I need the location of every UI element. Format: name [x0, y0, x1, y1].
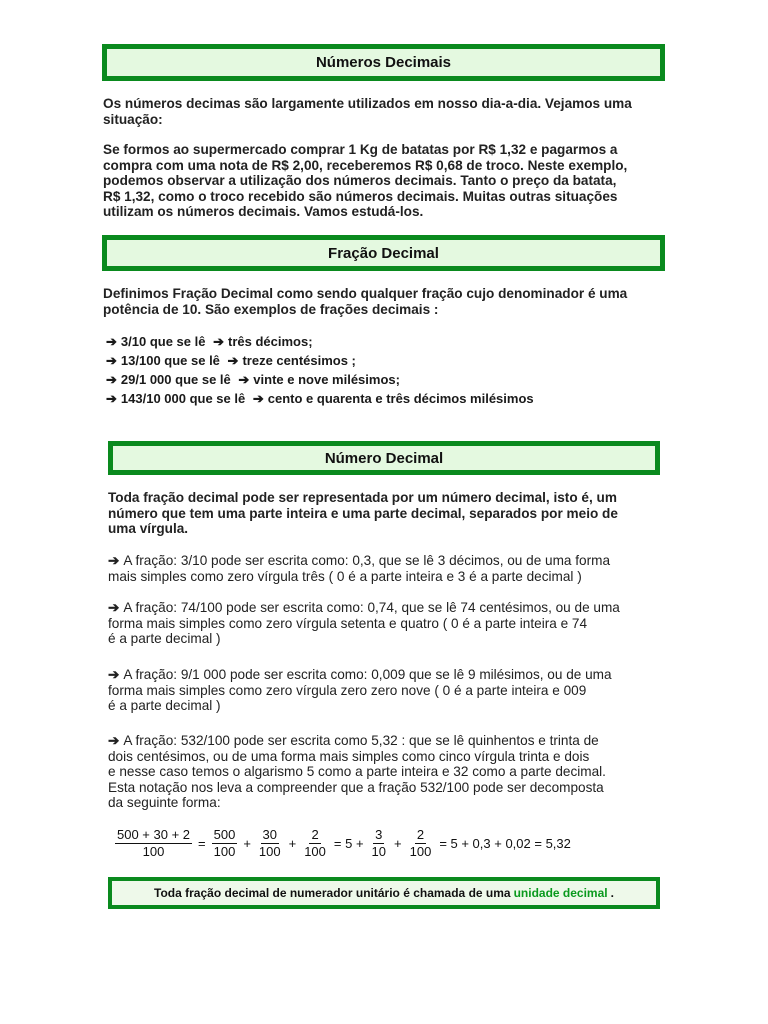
fraction: $\frac{500}{100}$	[213, 826, 236, 859]
example-3-10: ➔ A fração: 3/10 pode ser escrita como: 0,3, que se lê 3 décimos, ou de uma forma mais simples como zero vírgula três ( 0 é a parte inteira e 3 é a parte decimal )	[108, 553, 611, 584]
intro-paragraph: Os números decimas são largamente utilizados em nosso dia-a-dia. Vejamos uma situação:	[103, 96, 632, 127]
supermarket-example: Se formos ao supermercado comprar 1 Kg de batatas por R$ 1,32 e pagarmos a compra com uma nota de R$ 2,00, receberemos R$ 0,68 de troco. Neste exemplo, podemos observar a utilização dos números decimais. Tanto o preço da batata, R$ 1,32, como o troco recebido são números decimais. Muitas outras situações utilizam os números decimais. Vamos estudá-los.	[103, 142, 628, 219]
example-74-100: ➔ A fração: 74/100 pode ser escrita como: 0,74, que se lê 74 centésimos, ou de uma forma mais simples como zero vírgula setenta e quatro ( 0 é a parte inteira e 74 é a parte decimal )	[108, 600, 620, 646]
unit-decimal-note: Toda fração decimal de numerador unitário é chamada de uma unidade decimal .	[108, 877, 660, 909]
example-9-1000: ➔ A fração: 9/1 000 pode ser escrita como: 0,009 que se lê 9 milésimos, ou de uma forma mais simples como zero vírgula zero zero nove ( 0 é a parte inteira e 009 é a parte decimal )	[108, 667, 612, 713]
list-item: ➔ 143/10 000 que se lê ➔ cento e quarenta e três décimos milésimos	[106, 391, 534, 406]
fraction: $\frac{2}{100}$	[304, 826, 326, 859]
numero-decimal-intro: Toda fração decimal pode ser representada por um número decimal, isto é, um número que tem uma parte inteira e uma parte decimal, separados por meio de uma vírgula.	[108, 490, 618, 536]
header-numeros-decimais	[102, 44, 665, 81]
header-fracao-decimal	[102, 235, 665, 271]
decomposition-formula: $\frac{500 + 30 + 2}{100}$ = $\frac{500}{100}$ + $\frac{30}{100}$ + $\frac{2}{100}$ = 5 + $\frac{3}{10}$ + $\frac{2}{100}$ = 5 + 0,3 + 0,02 = 5,32	[117, 826, 571, 859]
arrow-icon: ➔	[108, 667, 120, 682]
fraction: $\frac{500 + 30 + 2}{100}$	[117, 826, 191, 859]
list-item: ➔ 29/1 000 que se lê ➔ vinte e nove milésimos;	[106, 372, 400, 387]
arrow-icon: ➔	[227, 353, 239, 368]
section-title: Número Decimal	[112, 445, 656, 471]
header-numero-decimal	[108, 441, 660, 475]
arrow-icon: ➔	[108, 600, 120, 615]
arrow-icon: ➔	[106, 353, 117, 368]
arrow-icon: ➔	[106, 372, 117, 387]
section-title: Fração Decimal	[106, 239, 661, 267]
section-title: Números Decimais	[106, 48, 661, 77]
fraction: $\frac{3}{10}$	[371, 826, 387, 859]
fraction: $\frac{2}{100}$	[409, 826, 432, 859]
arrow-icon: ➔	[238, 372, 250, 387]
arrow-icon: ➔	[106, 391, 117, 406]
example-532-100: ➔ A fração: 532/100 pode ser escrita como 5,32 : que se lê quinhentos e trinta de dois centésimos, ou de uma forma mais simples como cinco vírgula trinta e dois e nesse caso temos o algarismo 5 como a parte inteira e 32 como a parte decimal. Esta notação nos leva a compreender que a fração 532/100 pode ser decomposta da seguinte forma:	[108, 733, 606, 810]
fraction-examples-list	[106, 332, 534, 408]
arrow-icon: ➔	[213, 334, 224, 349]
highlight-term: unidade decimal	[513, 886, 608, 900]
arrow-icon: ➔	[106, 334, 117, 349]
arrow-icon: ➔	[108, 553, 120, 568]
list-item: ➔ 3/10 que se lê ➔ três décimos;	[106, 334, 313, 349]
definition-paragraph: Definimos Fração Decimal como sendo qualquer fração cujo denominador é uma potência de 10. São exemplos de frações decimais :	[103, 286, 628, 317]
fraction: $\frac{30}{100}$	[258, 826, 281, 859]
list-item: ➔ 13/100 que se lê ➔ treze centésimos ;	[106, 353, 356, 368]
arrow-icon: ➔	[252, 391, 264, 406]
arrow-icon: ➔	[108, 733, 120, 748]
